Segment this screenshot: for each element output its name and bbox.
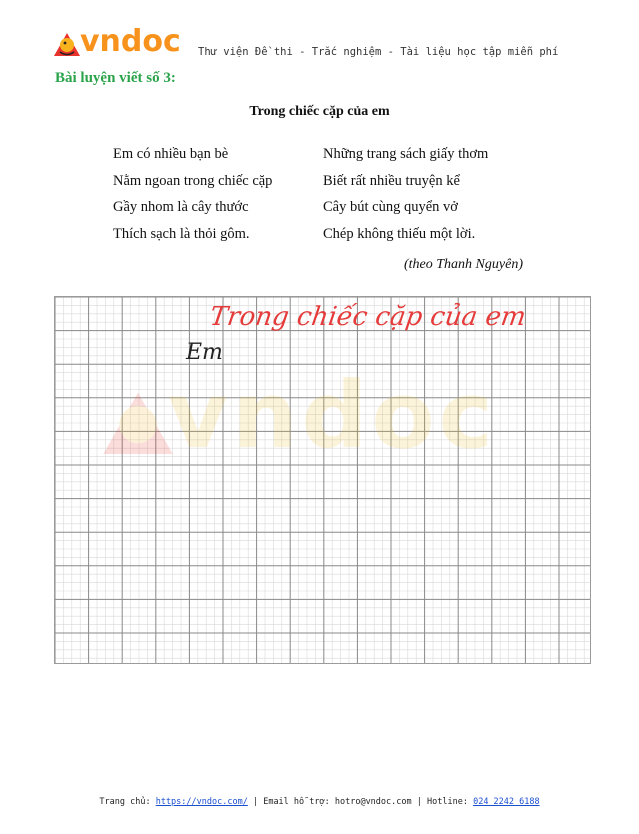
- poem-line: Thích sạch là thỏi gôm.: [113, 225, 250, 242]
- poem-left-column: [113, 141, 272, 247]
- poem-line: Cây bút cùng quyển vở: [323, 199, 458, 215]
- poem-title: Trong chiếc cặp của em: [249, 104, 390, 119]
- practice-title: Trong chiếc cặp của em: [207, 302, 528, 332]
- poem-line: Chép không thiếu một lời.: [323, 225, 476, 242]
- footer-separator: |: [252, 797, 264, 807]
- practice-start-word: Em: [186, 340, 223, 365]
- footer-hotline[interactable]: 024 2242 6188: [473, 797, 540, 807]
- poem-line: Em có nhiều bạn bè: [113, 146, 229, 162]
- page-footer: [0, 797, 639, 807]
- footer-home-link[interactable]: https://vndoc.com/: [155, 797, 248, 807]
- footer-separator: |: [416, 797, 427, 807]
- footer-hotline-label: Hotline:: [427, 797, 468, 807]
- header-tagline: Thư viện Đề thi - Trắc nghiệm - Tài liệu học tập miễn phí: [198, 46, 559, 58]
- grid-lines: [55, 297, 591, 664]
- poem-line: Biết rất nhiều truyện kể: [323, 172, 460, 189]
- logo-text: vndoc: [80, 24, 181, 59]
- poem-line: Gầy nhom là cây thước: [113, 199, 249, 215]
- footer-home-label: Trang chủ:: [99, 797, 151, 807]
- poem-line: Nằm ngoan trong chiếc cặp: [113, 172, 273, 189]
- watermark-mascot-icon: [98, 377, 178, 467]
- poem-line: Những trang sách giấy thơm: [323, 146, 489, 162]
- poem-author: (theo Thanh Nguyên): [404, 257, 523, 272]
- handwriting-practice-grid[interactable]: [54, 296, 591, 664]
- watermark-text: vndoc: [168, 362, 498, 469]
- vndoc-logo[interactable]: [52, 24, 182, 62]
- footer-email-label: Email hỗ trợ:: [263, 797, 330, 807]
- watermark-logo: [98, 362, 548, 472]
- footer-email[interactable]: hotro@vndoc.com: [334, 797, 412, 807]
- exercise-title: Bài luyện viết số 3:: [55, 70, 176, 86]
- logo-mascot-icon: [52, 30, 82, 58]
- poem-right-column: [323, 141, 488, 247]
